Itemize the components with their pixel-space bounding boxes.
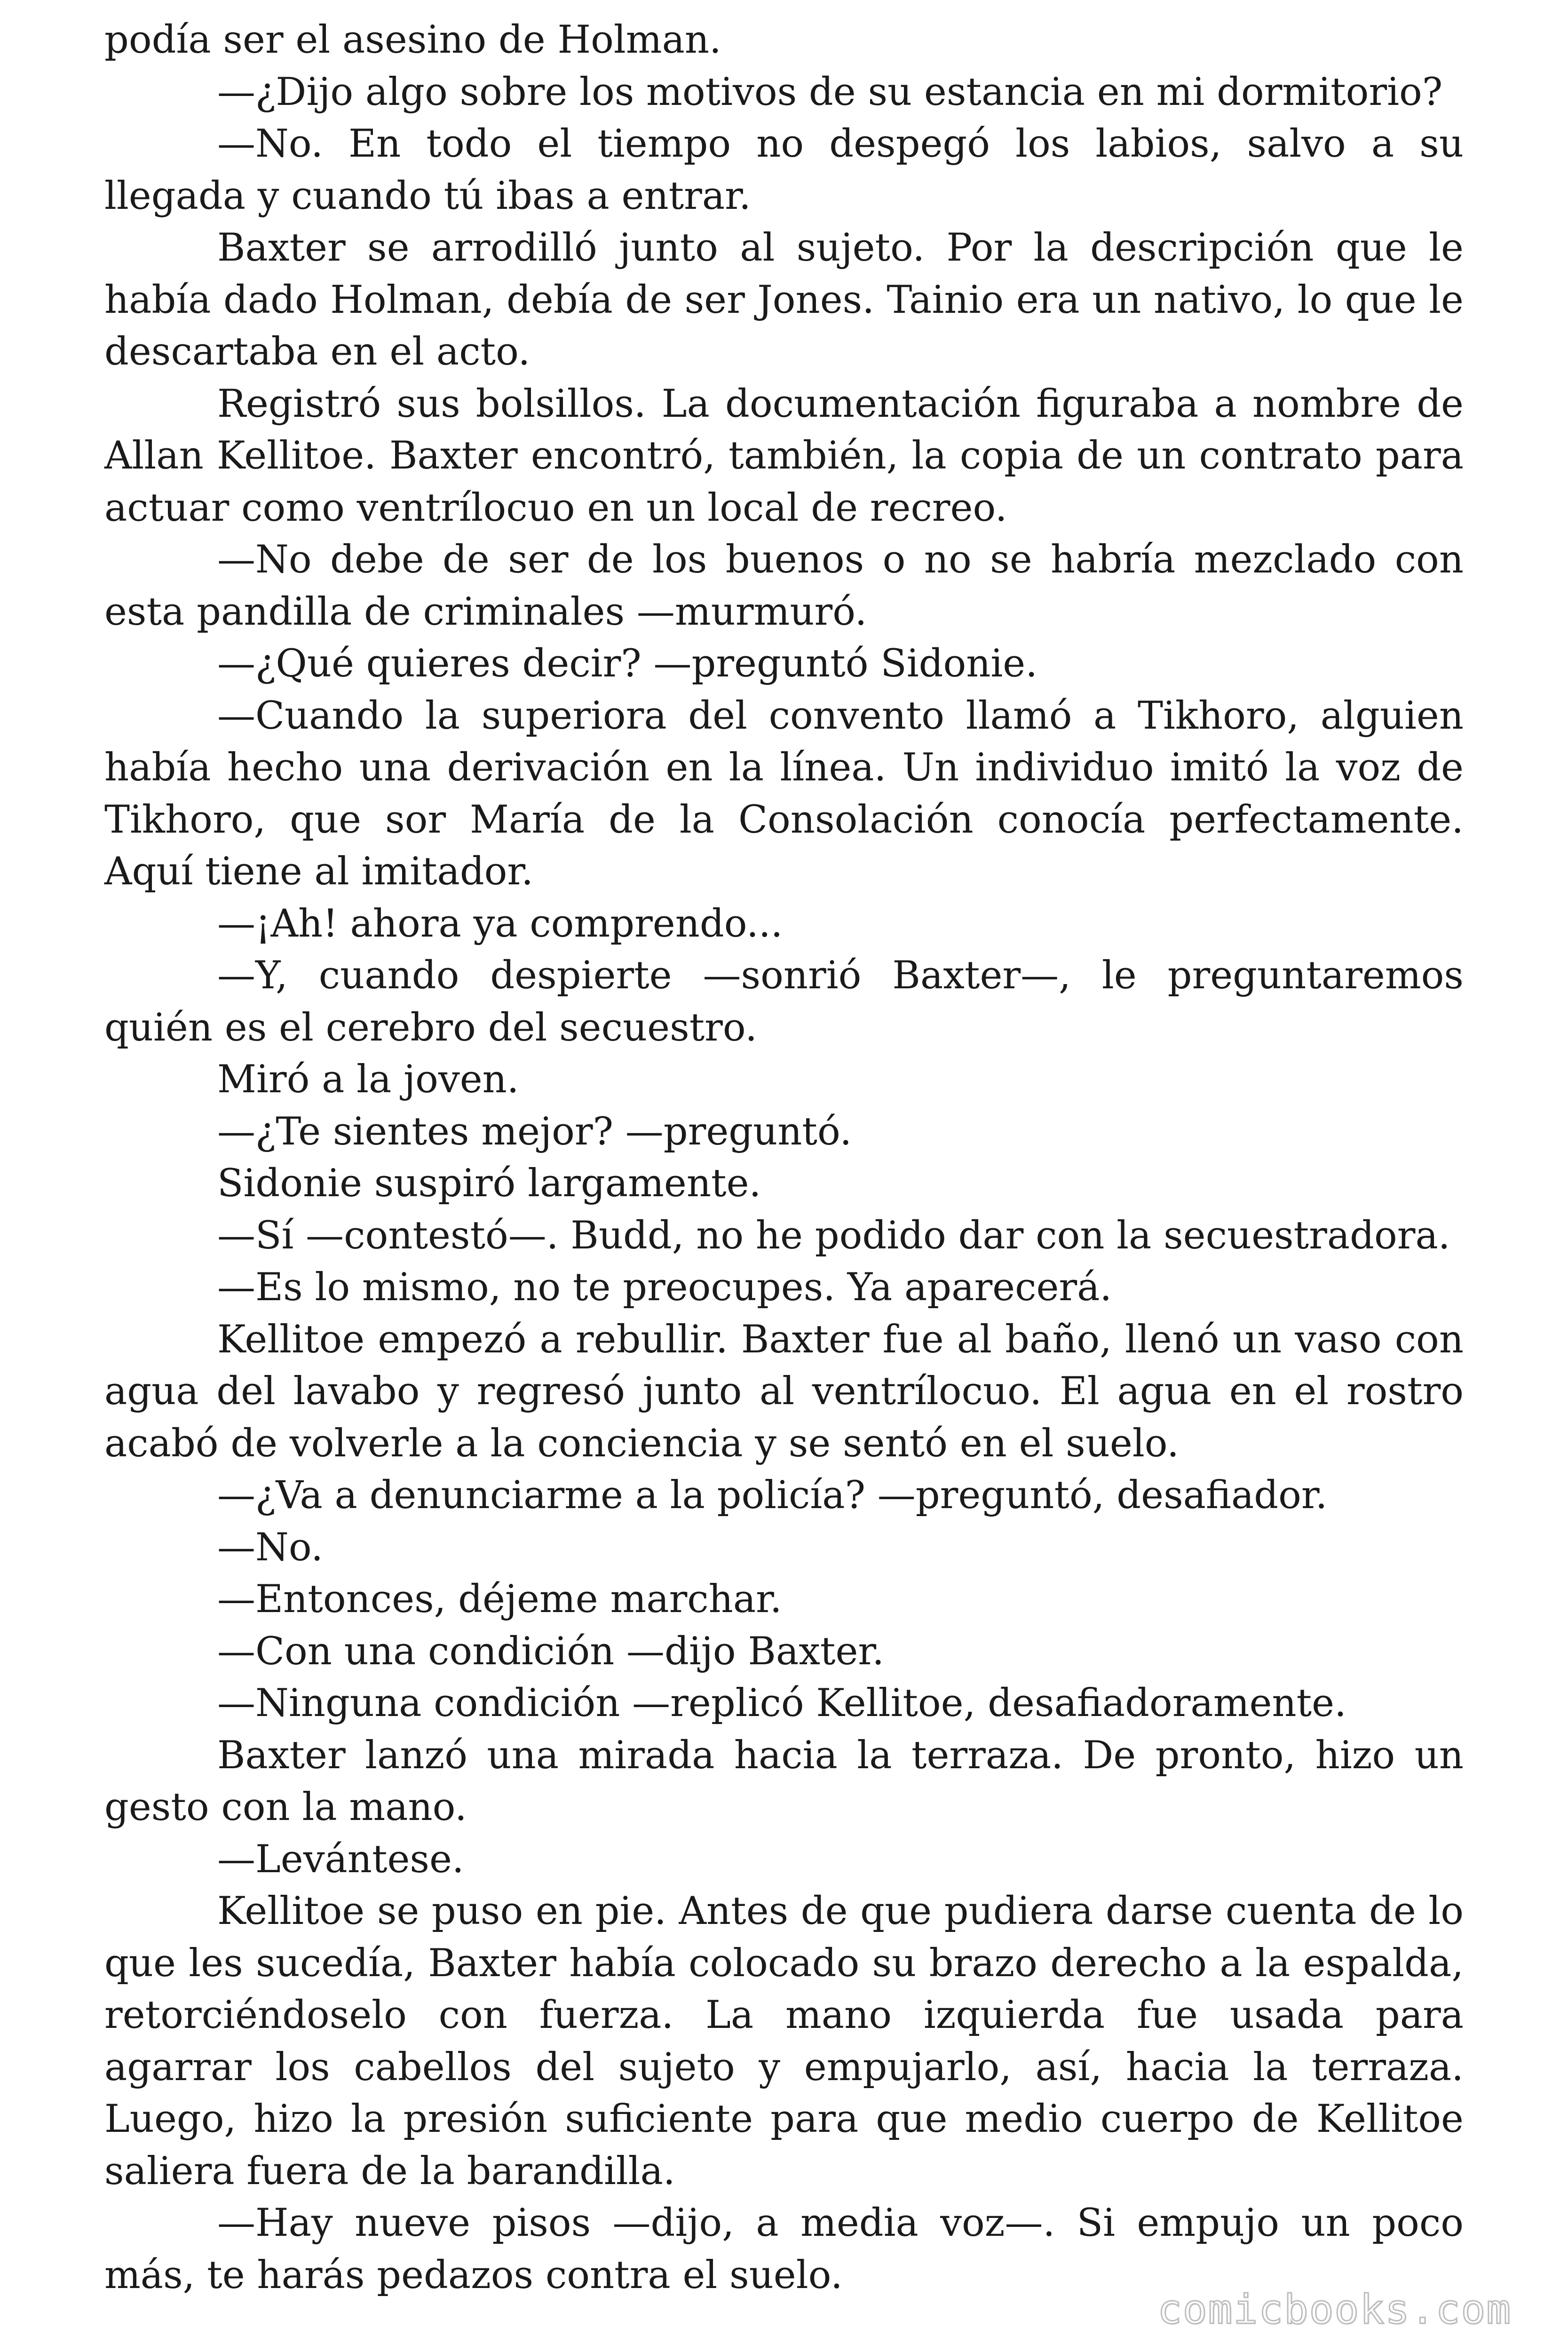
- paragraph-continuation: podía ser el asesino de Holman.: [104, 18, 721, 62]
- paragraph: —Sí —contestó—. Budd, no he podido dar con la secuestradora.: [217, 1213, 1450, 1258]
- watermark-logo: comicbooks.com: [1157, 2286, 1512, 2333]
- paragraph: —No. En todo el tiempo no despegó los labios, salvo a su llegada y cuando tú ibas a entrar.: [104, 122, 1464, 218]
- paragraph: —Con una condición —dijo Baxter.: [217, 1629, 884, 1674]
- paragraph: —¡Ah! ahora ya comprendo...: [217, 901, 783, 946]
- paragraph: —Hay nueve pisos —dijo, a media voz—. Si empujo un poco más, te harás pedazos contra el suelo.: [104, 2201, 1464, 2297]
- paragraph: —Es lo mismo, no te preocupes. Ya aparecerá.: [217, 1265, 1112, 1310]
- paragraph: Miró a la joven.: [217, 1057, 519, 1102]
- paragraph: —Levántese.: [217, 1837, 464, 1882]
- paragraph: Kellitoe se puso en pie. Antes de que pudiera darse cuenta de lo que les sucedía, Baxter había colocado su brazo derecho a la espalda, retorciéndoselo con fuerza. La mano izquierda fue usada para agarrar los cabellos del sujeto y empujarlo, así, hacia la terraza. Luego, hizo la presión suficiente para que medio cuerpo de Kellitoe saliera fuera de la barandilla.: [104, 1889, 1464, 2193]
- paragraph: Baxter lanzó una mirada hacia la terraza. De pronto, hizo un gesto con la mano.: [104, 1733, 1464, 1829]
- paragraph: Kellitoe empezó a rebullir. Baxter fue al baño, llenó un vaso con agua del lavabo y regresó junto al ventrílocuo. El agua en el rostro acabó de volverle a la conciencia y se sentó en el suelo.: [104, 1317, 1464, 1466]
- paragraph: —No debe de ser de los buenos o no se habría mezclado con esta pandilla de criminales —murmuró.: [104, 538, 1464, 634]
- paragraph: Sidonie suspiró largamente.: [217, 1161, 761, 1206]
- paragraph: —¿Te sientes mejor? —preguntó.: [217, 1109, 852, 1154]
- page-text: [104, 14, 1464, 2301]
- paragraph: —No.: [217, 1525, 323, 1570]
- paragraph: Baxter se arrodilló junto al sujeto. Por la descripción que le había dado Holman, debía de ser Jones. Tainio era un nativo, lo que le descartaba en el acto.: [104, 226, 1464, 374]
- paragraph: —Ninguna condición —replicó Kellitoe, desafiadoramente.: [217, 1681, 1346, 1725]
- paragraph: —¿Qué quieres decir? —preguntó Sidonie.: [217, 642, 1037, 686]
- paragraph: Registró sus bolsillos. La documentación figuraba a nombre de Allan Kellitoe. Baxter encontró, también, la copia de un contrato para actuar como ventrílocuo en un local de recreo.: [104, 381, 1464, 530]
- paragraph: —Entonces, déjeme marchar.: [217, 1577, 782, 1621]
- paragraph: —¿Dijo algo sobre los motivos de su estancia en mi dormitorio?: [217, 70, 1443, 114]
- paragraph: —Cuando la superiora del convento llamó a Tikhoro, alguien había hecho una derivación en la línea. Un individuo imitó la voz de Tikhoro, que sor María de la Consolación conocía perfectamente. Aquí tiene al imitador.: [104, 693, 1464, 894]
- paragraph: —Y, cuando despierte —sonrió Baxter—, le preguntaremos quién es el cerebro del secuestro.: [104, 954, 1464, 1050]
- paragraph: —¿Va a denunciarme a la policía? —preguntó, desafiador.: [217, 1473, 1328, 1518]
